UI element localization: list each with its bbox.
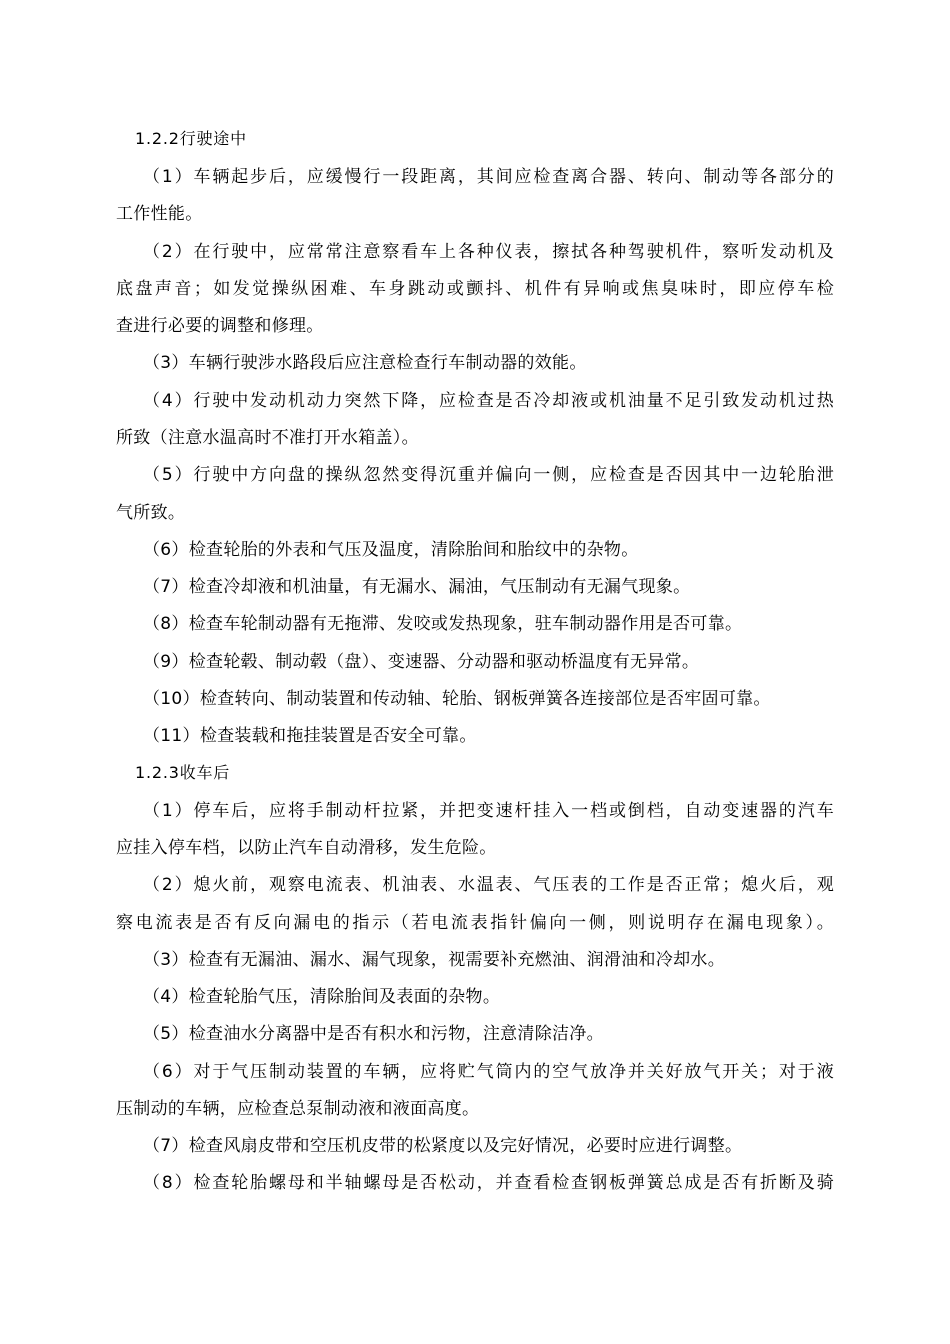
paragraph-line: （9）检查轮毂、制动毂（盘）、变速器、分动器和驱动桥温度有无异常。 [143, 652, 700, 672]
paragraph-line: （2）在行驶中，应常常注意察看车上各种仪表，擦拭各种驾驶机件，察听发动机及 [143, 242, 834, 262]
paragraph-line: （7）检查冷却液和机油量，有无漏水、漏油，气压制动有无漏气现象。 [143, 577, 691, 597]
paragraph-line: （5）检查油水分离器中是否有积水和污物，注意清除洁净。 [143, 1024, 604, 1044]
paragraph-line: 气所致。 [116, 503, 186, 523]
paragraph-line: （11）检查装载和拖挂装置是否安全可靠。 [143, 726, 477, 746]
paragraph-line: （8）检查轮胎螺母和半轴螺母是否松动，并查看检查钢板弹簧总成是否有折断及骑 [143, 1173, 834, 1193]
paragraph-line: （7）检查风扇皮带和空压机皮带的松紧度以及完好情况，必要时应进行调整。 [143, 1136, 743, 1156]
paragraph-line: 察电流表是否有反向漏电的指示（若电流表指针偏向一侧，则说明存在漏电现象）。 [116, 913, 834, 933]
paragraph-line: （3）车辆行驶涉水路段后应注意检查行车制动器的效能。 [143, 353, 587, 373]
paragraph-line: 应挂入停车档，以防止汽车自动滑移，发生危险。 [116, 838, 497, 858]
paragraph-line: （5）行驶中方向盘的操纵忽然变得沉重并偏向一侧，应检查是否因其中一边轮胎泄 [143, 465, 834, 485]
paragraph-line: 底盘声音；如发觉操纵困难、车身跳动或颤抖、机件有异响或焦臭味时，即应停车检 [116, 279, 834, 299]
paragraph-line: （4）行驶中发动机动力突然下降，应检查是否冷却液或机油量不足引致发动机过热 [143, 391, 834, 411]
paragraph-line: （10）检查转向、制动装置和传动轴、轮胎、钢板弹簧各连接部位是否牢固可靠。 [143, 689, 771, 709]
paragraph-line: （1）停车后，应将手制动杆拉紧，并把变速杆挂入一档或倒档，自动变速器的汽车 [143, 801, 834, 821]
paragraph-line: 压制动的车辆，应检查总泵制动液和液面高度。 [116, 1099, 480, 1119]
section-heading: 1.2.2行驶途中 [135, 129, 247, 148]
section-heading: 1.2.3收车后 [135, 763, 231, 782]
paragraph-line: 查进行必要的调整和修理。 [116, 316, 324, 336]
paragraph-line: 所致（注意水温高时不准打开水箱盖）。 [116, 428, 419, 448]
paragraph-line: （1）车辆起步后，应缓慢行一段距离，其间应检查离合器、转向、制动等各部分的 [143, 167, 834, 187]
paragraph-line: （8）检查车轮制动器有无拖滞、发咬或发热现象，驻车制动器作用是否可靠。 [143, 614, 743, 634]
paragraph-line: （2）熄火前，观察电流表、机油表、水温表、气压表的工作是否正常；熄火后，观 [143, 875, 834, 895]
paragraph-line: （3）检查有无漏油、漏水、漏气现象，视需要补充燃油、润滑油和冷却水。 [143, 950, 726, 970]
paragraph-line: 工作性能。 [116, 204, 203, 224]
paragraph-line: （4）检查轮胎气压，清除胎间及表面的杂物。 [143, 987, 501, 1007]
paragraph-line: （6）检查轮胎的外表和气压及温度，清除胎间和胎纹中的杂物。 [143, 540, 639, 560]
paragraph-line: （6）对于气压制动装置的车辆，应将贮气筒内的空气放净并关好放气开关；对于液 [143, 1062, 834, 1082]
